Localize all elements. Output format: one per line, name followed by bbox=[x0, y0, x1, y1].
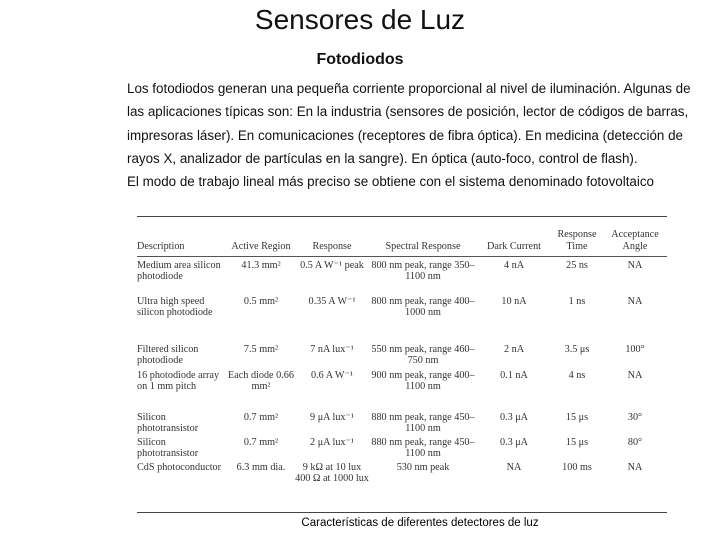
cell-response: 7 nA lux⁻¹ bbox=[310, 344, 354, 355]
cell-spectral-response: 800 nm peak, range 400–1000 nm bbox=[371, 296, 475, 319]
cell-description: 16 photodiode array on 1 mm pitch bbox=[137, 370, 220, 393]
paragraph-photovoltaic: El modo de trabajo lineal más preciso se obtiene con el sistema denominado fotovoltaico bbox=[127, 174, 655, 190]
table-header-row bbox=[137, 224, 667, 254]
table-row bbox=[137, 462, 667, 486]
cell-response-time: 15 μs bbox=[565, 412, 589, 423]
cell-description: Medium area silicon photodiode bbox=[137, 260, 221, 283]
cell-response: 9 kΩ at 10 lux 400 Ω at 1000 lux bbox=[295, 462, 369, 485]
header-response: Response bbox=[312, 240, 352, 252]
cell-dark-current: 0.3 μA bbox=[499, 412, 529, 423]
body-text bbox=[127, 77, 697, 193]
cell-description: CdS photoconductor bbox=[137, 462, 222, 473]
cell-description: Silicon phototransistor bbox=[137, 437, 199, 460]
cell-response-time: 1 ns bbox=[568, 296, 586, 307]
header-active-region: Active Region bbox=[231, 240, 291, 252]
cell-dark-current: 2 nA bbox=[503, 344, 525, 355]
header-spectral-response: Spectral Response bbox=[385, 240, 461, 252]
cell-description: Filtered silicon photodiode bbox=[137, 344, 199, 367]
cell-response: 9 μA lux⁻¹ bbox=[310, 412, 354, 423]
cell-description: Ultra high speed silicon photodiode bbox=[137, 296, 213, 319]
cell-response-time: 15 μs bbox=[565, 437, 589, 448]
cell-active-region: Each diode 0.66 mm² bbox=[228, 370, 294, 393]
table-bottom-rule bbox=[137, 512, 667, 513]
cell-acceptance-angle: NA bbox=[627, 370, 643, 381]
table-row bbox=[137, 344, 667, 370]
table-row bbox=[137, 437, 667, 462]
cell-response-time: 100 ms bbox=[562, 462, 592, 473]
cell-acceptance-angle: 100° bbox=[625, 344, 645, 355]
header-description: Description bbox=[137, 240, 185, 252]
table-row bbox=[137, 370, 667, 412]
cell-dark-current: 4 nA bbox=[503, 260, 525, 271]
cell-acceptance-angle: 80° bbox=[627, 437, 643, 448]
cell-active-region: 41.3 mm² bbox=[241, 260, 281, 271]
cell-spectral-response: 880 nm peak, range 450–1100 nm bbox=[371, 412, 475, 435]
header-dark-current: Dark Current bbox=[486, 240, 542, 252]
slide-subtitle: Fotodiodos bbox=[316, 51, 404, 68]
detector-table bbox=[137, 224, 667, 486]
cell-description: Silicon phototransistor bbox=[137, 412, 199, 435]
cell-spectral-response: 550 nm peak, range 460–750 nm bbox=[371, 344, 475, 367]
cell-dark-current: 0.3 μA bbox=[499, 437, 529, 448]
cell-response-time: 3.5 μs bbox=[564, 344, 590, 355]
cell-response: 0.6 A W⁻¹ bbox=[311, 370, 353, 381]
cell-active-region: 7.5 mm² bbox=[243, 344, 279, 355]
table-top-rule bbox=[137, 216, 667, 217]
cell-dark-current: 0.1 nA bbox=[500, 370, 528, 381]
cell-spectral-response: 880 nm peak, range 450–1100 nm bbox=[371, 437, 475, 460]
cell-response: 0.5 A W⁻¹ peak bbox=[300, 260, 364, 271]
table-row bbox=[137, 296, 667, 344]
cell-response-time: 4 ns bbox=[568, 370, 586, 381]
cell-spectral-response: 900 nm peak, range 400–1100 nm bbox=[371, 370, 475, 393]
cell-response-time: 25 ns bbox=[566, 260, 588, 271]
detector-table-figure bbox=[137, 216, 667, 514]
cell-acceptance-angle: NA bbox=[627, 296, 643, 307]
cell-response: 2 μA lux⁻¹ bbox=[310, 437, 354, 448]
table-row bbox=[137, 412, 667, 437]
cell-acceptance-angle: NA bbox=[627, 462, 643, 473]
paragraph-applications: Los fotodiodos generan una pequeña corriente proporcional al nivel de iluminación. Algunas de las aplicaciones típicas son: En la industria (sensores de posición, lector de códigos de barras, impresoras láser). En comunicaciones (receptores de fibra óptica). En medicina (detección de rayos X, analizador de partículas en la sangre). En óptica (auto-foco, control de flash). bbox=[127, 81, 691, 166]
header-acceptance-angle: Acceptance Angle bbox=[611, 229, 659, 252]
cell-acceptance-angle: 30° bbox=[627, 412, 643, 423]
table-caption: Características de diferentes detectores de luz bbox=[301, 517, 539, 529]
cell-dark-current: NA bbox=[506, 462, 522, 473]
cell-active-region: 0.5 mm² bbox=[243, 296, 279, 307]
header-response-time: Response Time bbox=[557, 229, 597, 252]
cell-acceptance-angle: NA bbox=[627, 260, 643, 271]
slide-title: Sensores de Luz bbox=[254, 4, 466, 35]
cell-spectral-response: 800 nm peak, range 350–1100 nm bbox=[371, 260, 475, 283]
cell-active-region: 0.7 mm² bbox=[243, 412, 279, 423]
cell-active-region: 6.3 mm dia. bbox=[236, 462, 286, 473]
cell-response: 0.35 A W⁻¹ bbox=[308, 296, 356, 307]
cell-dark-current: 10 nA bbox=[501, 296, 527, 307]
table-row bbox=[137, 260, 667, 296]
cell-spectral-response: 530 nm peak bbox=[396, 462, 450, 473]
cell-active-region: 0.7 mm² bbox=[243, 437, 279, 448]
